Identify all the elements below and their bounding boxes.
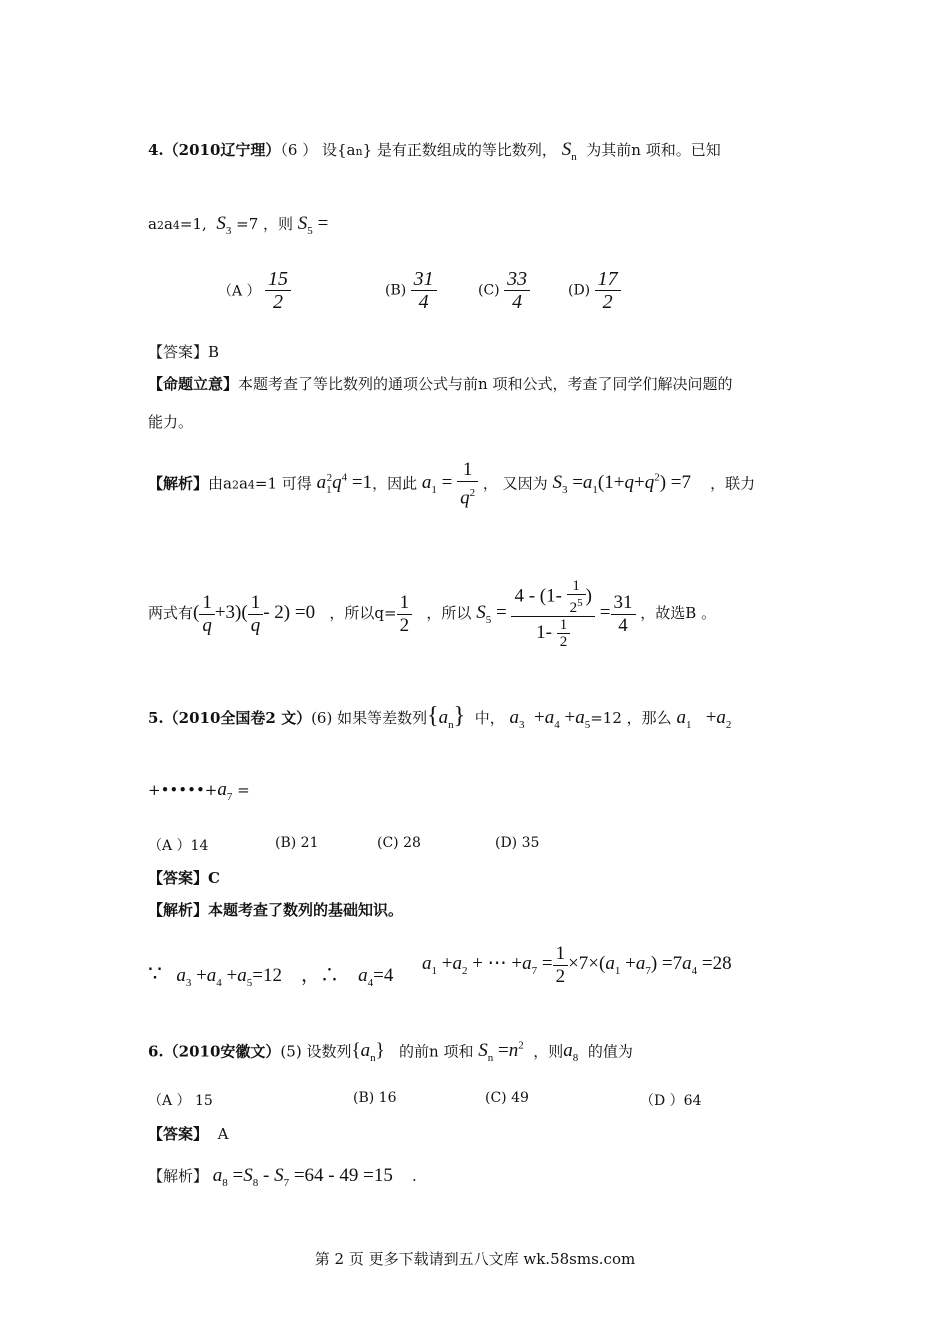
page-footer: 第 2 页 更多下载请到五八文库 wk.58sms.com bbox=[314, 1250, 636, 1268]
q6-stem: 6.（2010安徽文）(5) 设数列$\{a_n\}$ 的前n 项和 $S_n =n^2$ ，则$a_8$ 的值为 bbox=[148, 1040, 633, 1065]
q5-option-d: (D) 35 bbox=[495, 835, 540, 851]
q6-option-c: (C) 49 bbox=[485, 1090, 529, 1106]
q5-stem-line1: 5.（2010全国卷2 文）(6) 如果等差数列$\{a_n\}$ 中， $a_3 +a_4 +a_5=12$ ，那么 $a_1$ $+a_2$ bbox=[148, 703, 732, 731]
q4-Sn: $S_n$ bbox=[561, 139, 577, 163]
q5-option-b: (B) 21 bbox=[275, 835, 319, 851]
q4-S3: $S_3$ bbox=[216, 213, 232, 237]
q4-intent-line2: 能力。 bbox=[148, 413, 194, 431]
q6-option-b: (B) 16 bbox=[353, 1090, 397, 1106]
q6-answer: 【答案】 A bbox=[148, 1125, 229, 1143]
q5-option-c: (C) 28 bbox=[377, 835, 421, 851]
q4-text1: 设{a bbox=[322, 141, 356, 159]
q4-intent: 【命题立意】本题考查了等比数列的通项公式与前n 项和公式，考查了同学们解决问题的 bbox=[148, 375, 733, 393]
q4-solution-line1: 【解析】由a2a4=1 可得 $a_1^2q^4 =1$，因此 $a_1$ = $\frac{1}{q^2}$ ， 又因为 $S_3 =a_1(1+q+q^2) =7$ ，联力 bbox=[148, 459, 756, 509]
q6-option-d: （D ）64 bbox=[640, 1093, 702, 1109]
q4-option-a: （A ） $\frac{15}{2}$ bbox=[218, 268, 291, 313]
q4-stem-line2: a2a4=1, $S_3 =7$ ，则 $S_5$ = bbox=[148, 213, 329, 237]
q4-header: 4.（2010辽宁理） bbox=[148, 141, 281, 159]
q5-answer: 【答案】C bbox=[148, 869, 220, 887]
q4-text2: } 是有正数组成的等比数列， bbox=[362, 141, 557, 159]
q4-S5: $S_5$ bbox=[297, 213, 313, 237]
q4-answer: 【答案】B bbox=[148, 343, 220, 361]
q5-solution-formula: ∵ $a_3 +a_4 +a_5=12$ ，∴ $a_4=4$ $a_1 +a_2$ + ⋯ $+a_7$ = $\frac{1}{2}$ $\times 7\times(a_1 +a_7) =7a_4 =28$ bbox=[148, 942, 732, 989]
q4-option-d: (D) $\frac{17}{2}$ bbox=[568, 268, 621, 313]
q4-number: （6 ） bbox=[280, 141, 318, 159]
q5-stem-line2: $+•••••+a_7$ = bbox=[148, 779, 250, 803]
q5-option-a: （A ）14 bbox=[148, 838, 209, 854]
q4-solution-line2: 两式有( $\frac{1}{q}$ +3)( $\frac{1}{q}$ - 2) =0 ，所以q= $\frac{1}{2}$ ，所以 $S_5$ = 4 - (1- $\frac{1}{2^5}$ ) 1- $\frac{1}{2}$ = $\frac{31}{4}$ ，故选B 。 bbox=[148, 578, 717, 650]
q6-option-a: （A ） 15 bbox=[148, 1093, 213, 1109]
q4-option-b: (B) $\frac{31}{4}$ bbox=[385, 268, 437, 313]
q5-solution-label: 【解析】本题考查了数列的基础知识。 bbox=[148, 901, 404, 919]
q4-stem-line1: 4.（2010辽宁理）（6 ） 设{an} 是有正数组成的等比数列， $S_n$ 为其前n 项和。已知 bbox=[148, 139, 721, 163]
q6-solution: 【解析】 $a_8 =S_8 - S_7 =64 - 49 =15$ . bbox=[148, 1165, 417, 1189]
q4-option-c: (C) $\frac{33}{4}$ bbox=[478, 268, 530, 313]
q4-text3: 为其前n 项和。已知 bbox=[586, 141, 721, 159]
